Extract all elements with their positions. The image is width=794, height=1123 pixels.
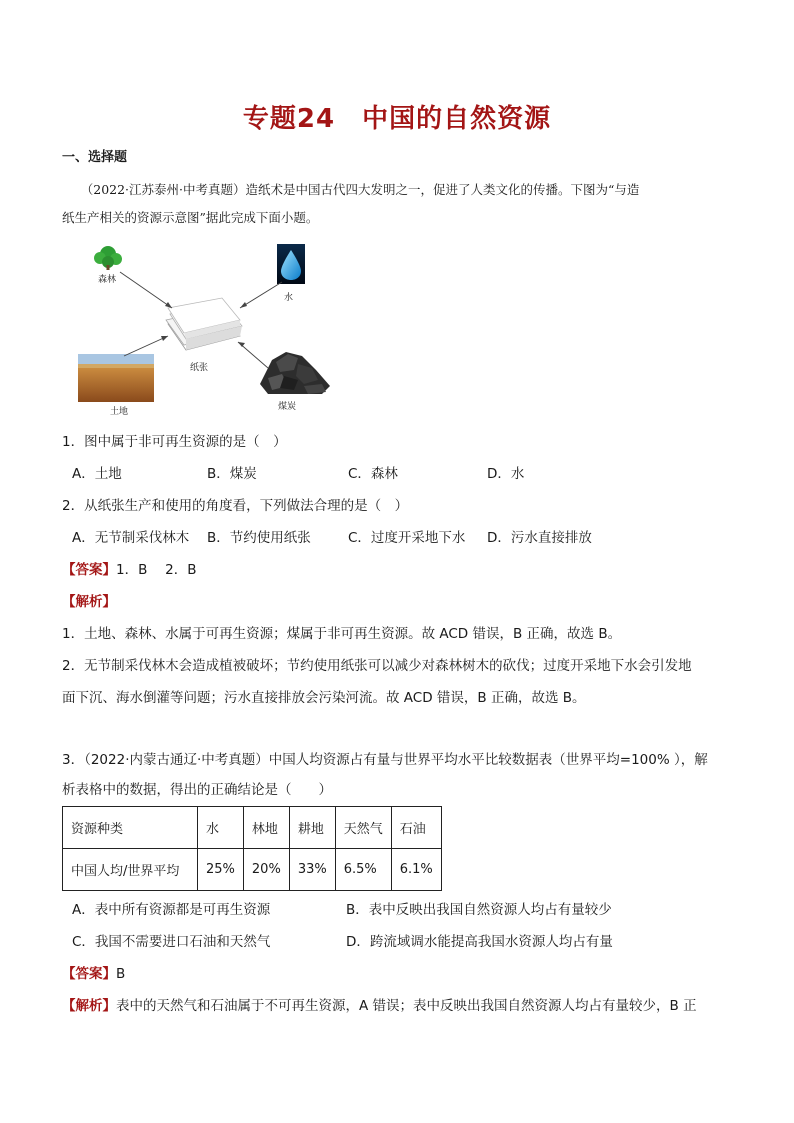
q1-option-c: C．森林	[348, 466, 398, 482]
resource-figure	[72, 238, 342, 418]
table-header-cell: 资源种类	[63, 807, 198, 849]
q2-option-c: C．过度开采地下水	[348, 530, 466, 546]
table-cell: 中国人均/世界平均	[63, 849, 198, 891]
answer-1	[62, 558, 197, 578]
q3-stem-line2: 析表格中的数据，得出的正确结论是（ ）	[62, 782, 332, 798]
answer-text: B	[116, 966, 126, 982]
answer-label: 【答案】	[62, 562, 116, 578]
q3-option-b: B．表中反映出我国自然资源人均占有量较少	[346, 902, 612, 918]
arrow-forest	[120, 272, 172, 308]
arrow-land	[124, 336, 168, 356]
q1-options	[62, 462, 742, 482]
tree-icon	[94, 246, 122, 270]
q2-option-d: D．污水直接排放	[487, 530, 592, 546]
q2-option-b: B．节约使用纸张	[207, 530, 311, 546]
analysis-3	[62, 994, 742, 1014]
table-cell: 6.1%	[391, 849, 441, 891]
label-land: 土地	[110, 407, 129, 417]
q1-option-b: B．煤炭	[207, 466, 257, 482]
intro-line-2: 纸生产相关的资源示意图”据此完成下面小题。	[62, 210, 319, 225]
table-cell: 25%	[198, 849, 244, 891]
arrow-water	[240, 282, 282, 308]
q3-option-a: A．表中所有资源都是可再生资源	[72, 902, 271, 918]
coal-icon	[260, 352, 330, 394]
q1-option-a: A．土地	[72, 466, 122, 482]
figure-drawing	[72, 238, 342, 418]
answer-label: 【答案】	[62, 966, 116, 982]
table-cell: 33%	[289, 849, 335, 891]
table-header-row	[63, 807, 442, 849]
answer-3	[62, 962, 125, 982]
paper-stack-icon	[166, 298, 242, 350]
analysis-label: 【解析】	[62, 998, 116, 1014]
table-header-cell: 天然气	[335, 807, 391, 849]
label-forest: 森林	[98, 275, 117, 285]
analysis-1-p2-line1: 2．无节制采伐林木会造成植被破坏；节约使用纸张可以减少对森林树木的砍伐；过度开采地下水会引发地	[62, 658, 692, 674]
answer-text: 1．B 2．B	[116, 562, 197, 578]
label-paper: 纸张	[190, 363, 209, 373]
table-header-cell: 石油	[391, 807, 441, 849]
q2-stem: 2．从纸张生产和使用的角度看，下列做法合理的是（ ）	[62, 498, 409, 514]
table-cell: 6.5%	[335, 849, 391, 891]
table-cell: 20%	[243, 849, 289, 891]
page-title: 专题24 中国的自然资源	[242, 104, 552, 134]
resource-table	[62, 806, 442, 891]
table-header-cell: 水	[198, 807, 244, 849]
q1-option-d: D．水	[487, 466, 525, 482]
analysis-1-p2-line2: 面下沉、海水倒灌等问题；污水直接排放会污染河流。故 ACD 错误，B 正确，故选 B。	[62, 690, 586, 706]
analysis-label: 【解析】	[62, 594, 116, 610]
q3-stem-line1: 3．（2022·内蒙古通辽·中考真题）中国人均资源占有量与世界平均水平比较数据表（世界平均=100% ），解	[62, 752, 708, 768]
q2-options	[62, 526, 742, 546]
q3-option-d: D．跨流域调水能提高我国水资源人均占有量	[346, 934, 613, 950]
table-row	[63, 849, 442, 891]
table-header-cell: 耕地	[289, 807, 335, 849]
q2-option-a: A．无节制采伐林木	[72, 530, 190, 546]
q1-stem: 1．图中属于非可再生资源的是（ ）	[62, 434, 287, 450]
analysis-text: 表中的天然气和石油属于不可再生资源，A 错误；表中反映出我国自然资源人均占有量较少，B 正	[116, 998, 697, 1014]
table-header-cell: 林地	[243, 807, 289, 849]
label-coal: 煤炭	[278, 402, 297, 412]
intro-line-1: （2022·江苏泰州·中考真题）造纸术是中国古代四大发明之一，促进了人类文化的传播。下图为“与造	[62, 182, 640, 197]
land-photo	[78, 354, 154, 402]
analysis-1-p1: 1．土地、森林、水属于可再生资源；煤属于非可再生资源。故 ACD 错误，B 正确，故选 B。	[62, 626, 622, 642]
section-heading: 一、选择题	[62, 150, 128, 165]
water-icon	[277, 244, 305, 284]
label-water: 水	[284, 293, 294, 303]
q3-option-c: C．我国不需要进口石油和天然气	[72, 934, 271, 950]
